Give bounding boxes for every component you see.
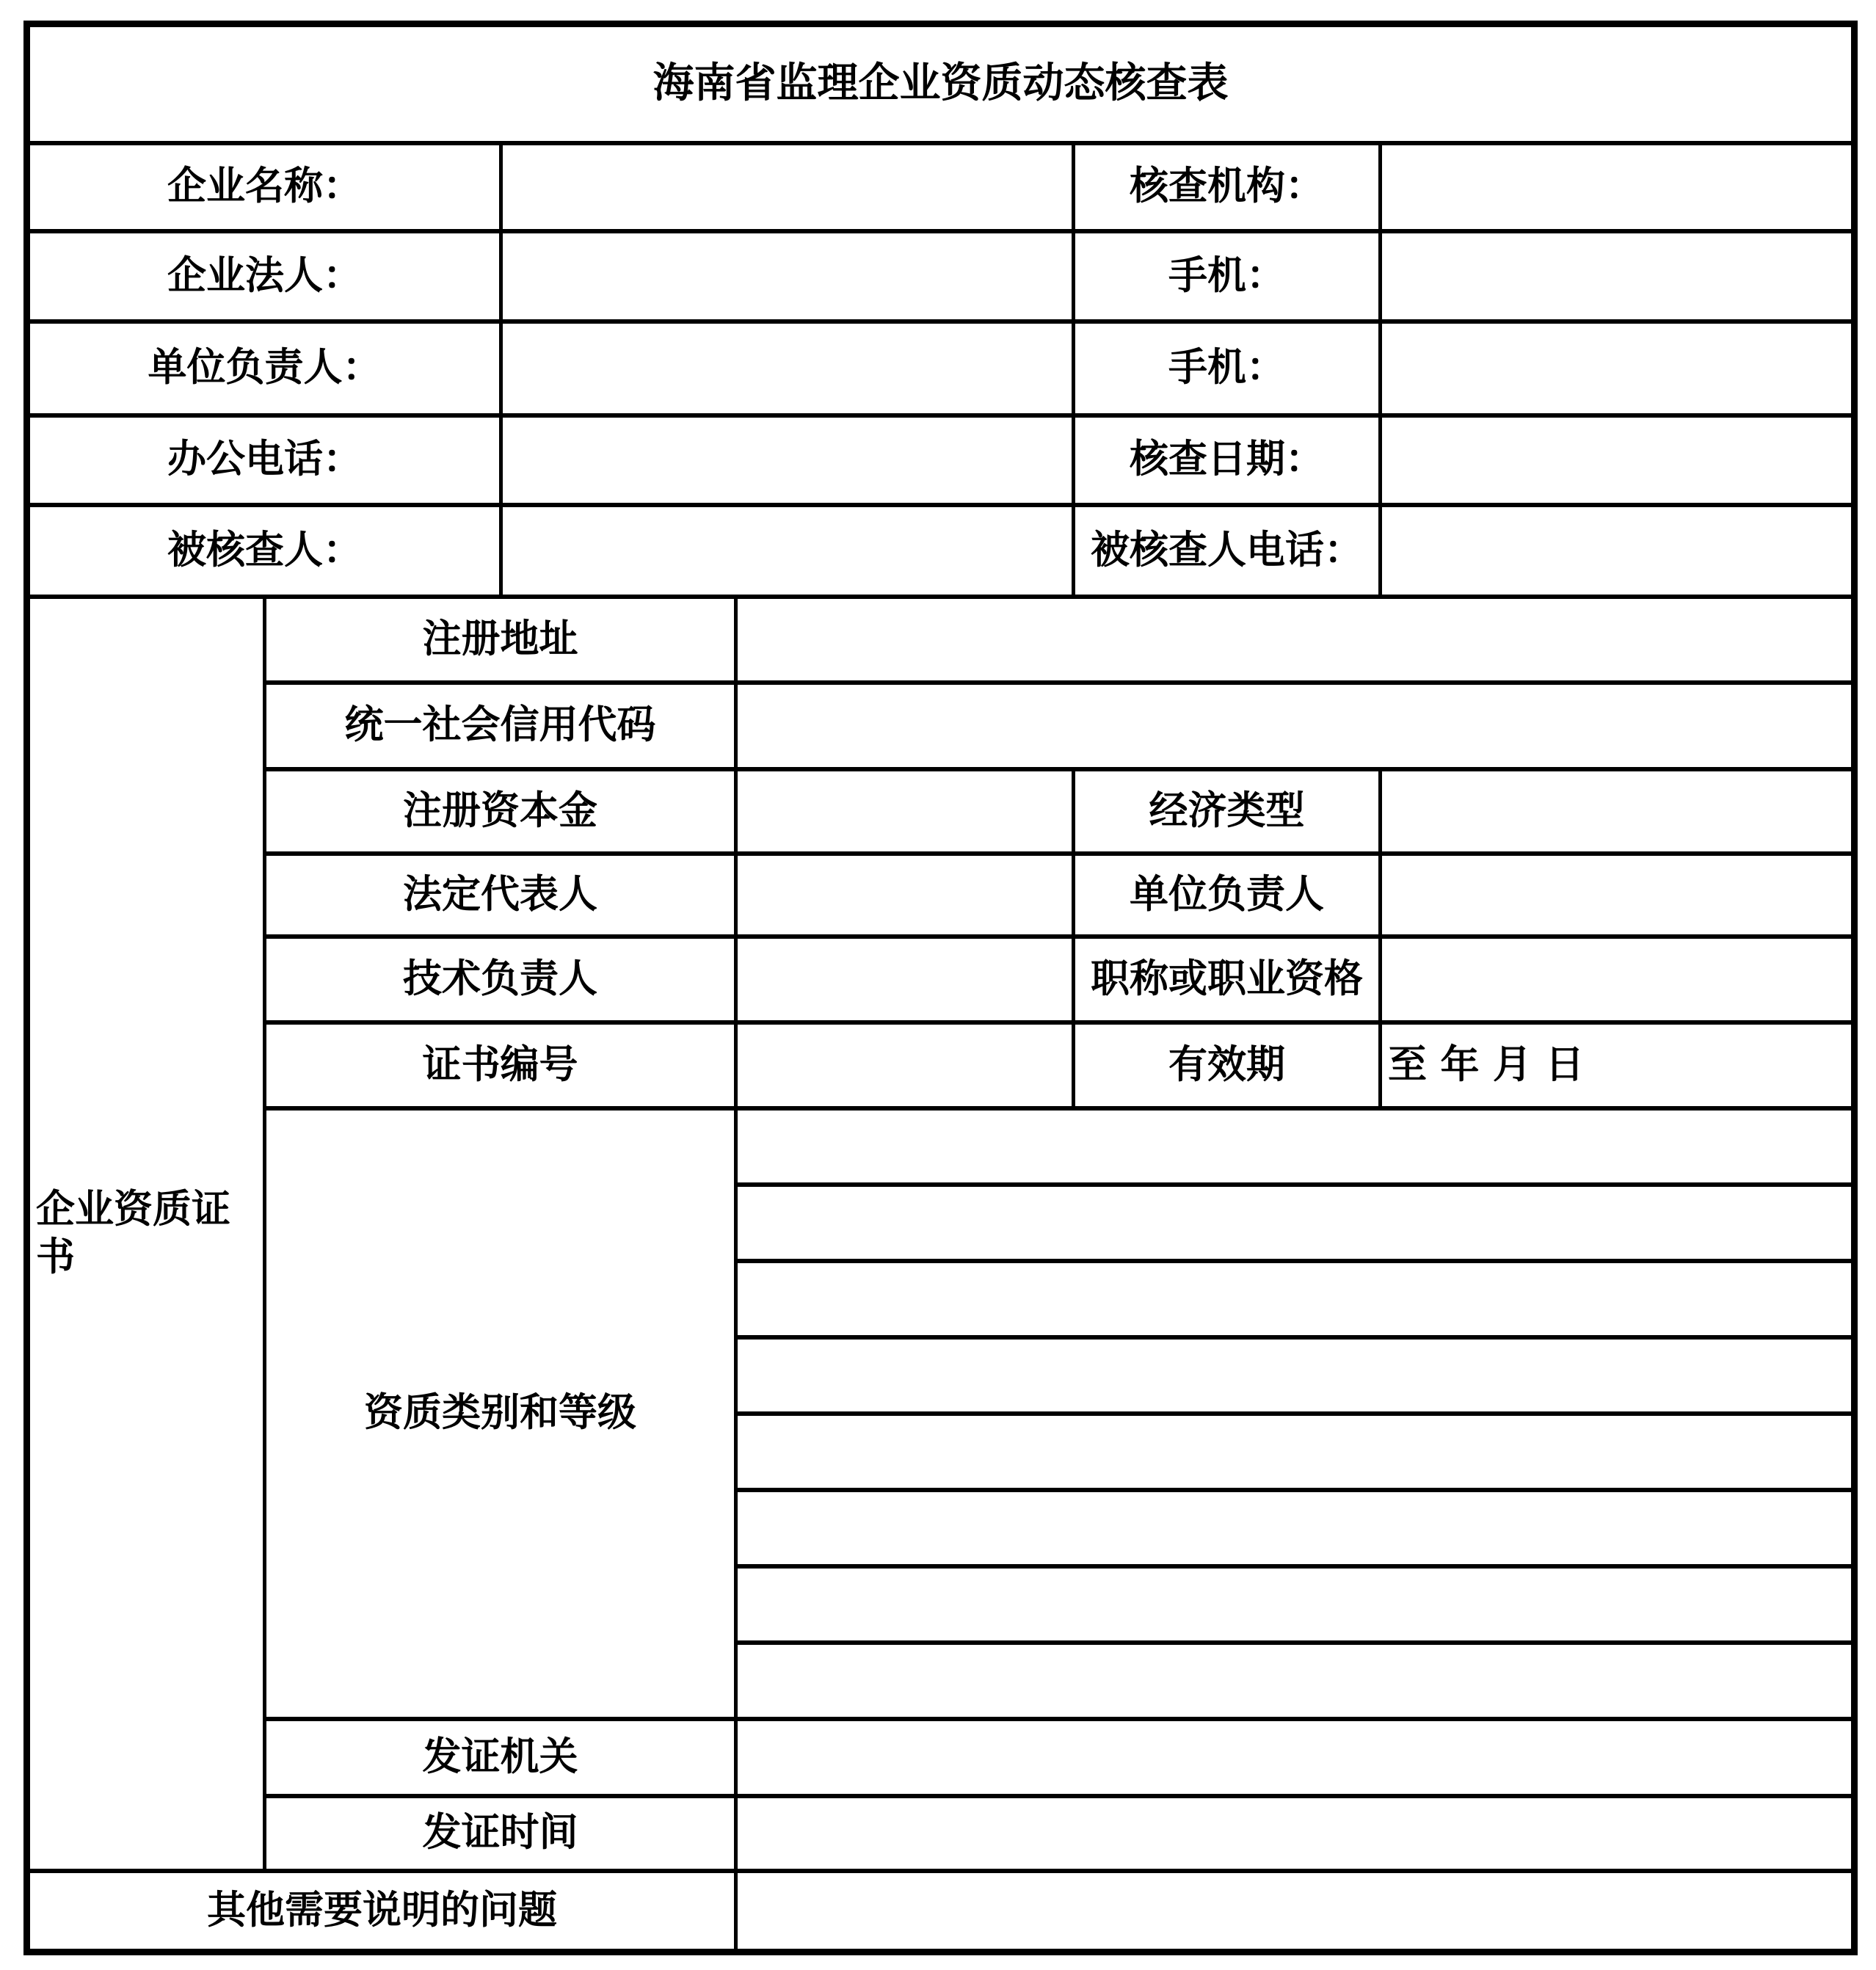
- legal-representative-label: 法定代表人: [265, 854, 736, 937]
- legal-representative-value[interactable]: [736, 854, 1074, 937]
- certificate-no-value[interactable]: [736, 1022, 1074, 1108]
- unit-head-label: 单位负责人：: [27, 321, 501, 415]
- verify-date-label: 核查日期：: [1074, 415, 1381, 505]
- certificate-section-label: 企业资质证书: [27, 597, 265, 1871]
- unit-head-mobile-label: 手机：: [1074, 321, 1381, 415]
- legal-person-value[interactable]: [501, 231, 1074, 321]
- certificate-no-label: 证书编号: [265, 1022, 736, 1108]
- issue-date-value[interactable]: [736, 1796, 1855, 1871]
- other-issues-value[interactable]: [736, 1871, 1855, 1952]
- economic-type-value[interactable]: [1381, 769, 1855, 854]
- inspected-person-phone-label: 被核查人电话：: [1074, 505, 1381, 597]
- legal-person-mobile-value[interactable]: [1381, 231, 1855, 321]
- company-name-label: 企业名称：: [27, 143, 501, 231]
- economic-type-label: 经济类型: [1074, 769, 1381, 854]
- legal-person-mobile-label: 手机：: [1074, 231, 1381, 321]
- unit-head-mobile-value[interactable]: [1381, 321, 1855, 415]
- validity-label: 有效期: [1074, 1022, 1381, 1108]
- registered-capital-value[interactable]: [736, 769, 1074, 854]
- verify-date-value[interactable]: [1381, 415, 1855, 505]
- title-or-qualification-value[interactable]: [1381, 937, 1855, 1022]
- qualification-row-8[interactable]: [736, 1643, 1855, 1719]
- verify-agency-value[interactable]: [1381, 143, 1855, 231]
- other-issues-label: 其他需要说明的问题: [27, 1871, 736, 1952]
- qualification-row-5[interactable]: [736, 1414, 1855, 1490]
- form-title: 海南省监理企业资质动态核查表: [27, 24, 1855, 143]
- issuing-authority-value[interactable]: [736, 1719, 1855, 1796]
- cert-unit-head-value[interactable]: [1381, 854, 1855, 937]
- validity-value[interactable]: 至 年 月 日: [1381, 1022, 1855, 1108]
- cert-unit-head-label: 单位负责人: [1074, 854, 1381, 937]
- verify-agency-label: 核查机构：: [1074, 143, 1381, 231]
- qualification-class-label: 资质类别和等级: [265, 1108, 736, 1719]
- qualification-row-2[interactable]: [736, 1185, 1855, 1261]
- title-or-qualification-label: 职称或职业资格: [1074, 937, 1381, 1022]
- office-phone-value[interactable]: [501, 415, 1074, 505]
- registered-address-value[interactable]: [736, 597, 1855, 683]
- issue-date-label: 发证时间: [265, 1796, 736, 1871]
- company-name-value[interactable]: [501, 143, 1074, 231]
- registered-capital-label: 注册资本金: [265, 769, 736, 854]
- inspected-person-phone-value[interactable]: [1381, 505, 1855, 597]
- qualification-row-6[interactable]: [736, 1490, 1855, 1566]
- form-table: [23, 21, 1858, 1955]
- technical-head-label: 技术负责人: [265, 937, 736, 1022]
- office-phone-label: 办公电话：: [27, 415, 501, 505]
- registered-address-label: 注册地址: [265, 597, 736, 683]
- credit-code-value[interactable]: [736, 683, 1855, 769]
- qualification-row-7[interactable]: [736, 1566, 1855, 1643]
- issuing-authority-label: 发证机关: [265, 1719, 736, 1796]
- legal-person-label: 企业法人：: [27, 231, 501, 321]
- qualification-row-4[interactable]: [736, 1337, 1855, 1414]
- inspected-person-value[interactable]: [501, 505, 1074, 597]
- inspected-person-label: 被核查人：: [27, 505, 501, 597]
- unit-head-value[interactable]: [501, 321, 1074, 415]
- technical-head-value[interactable]: [736, 937, 1074, 1022]
- qualification-row-1[interactable]: [736, 1108, 1855, 1185]
- credit-code-label: 统一社会信用代码: [265, 683, 736, 769]
- qualification-row-3[interactable]: [736, 1261, 1855, 1337]
